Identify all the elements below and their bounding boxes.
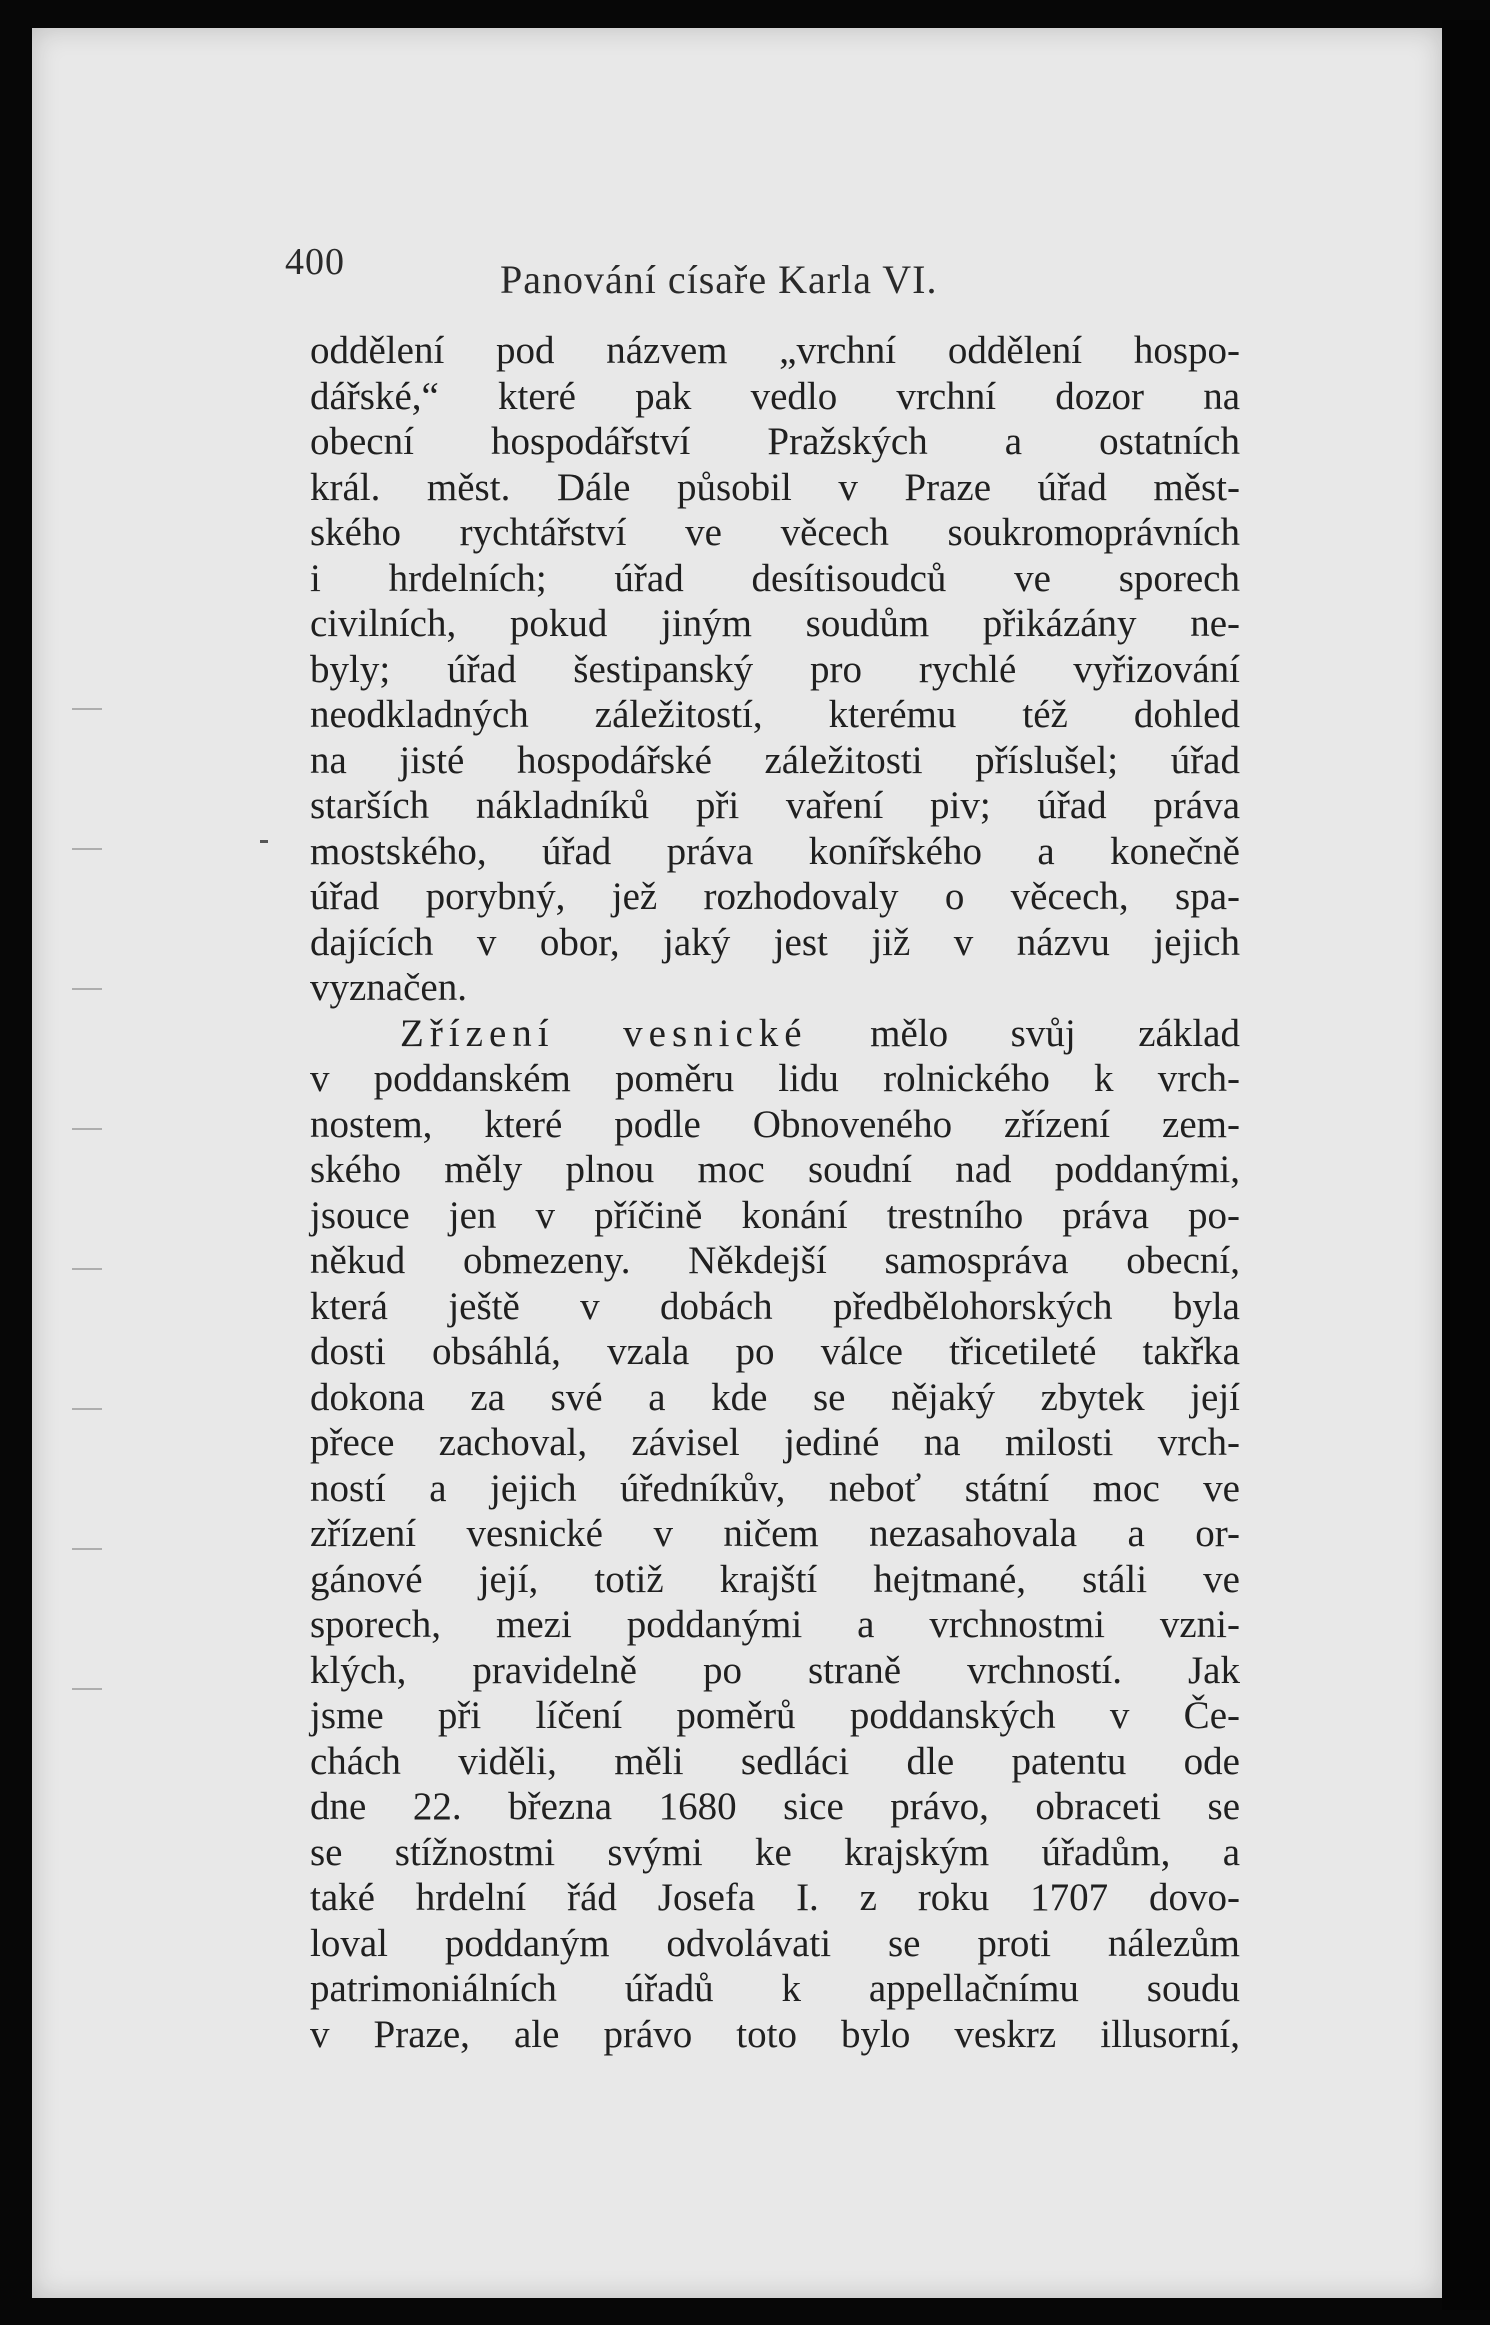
text-line: se stížnostmi svými ke krajským úřadům, a — [310, 1830, 1240, 1874]
text-line: civilních, pokud jiným soudům přikázány ne- — [310, 602, 1240, 645]
text-line: i hrdelních; úřad desítisoudců ve sporech — [310, 556, 1240, 600]
text-line: také hrdelní řád Josefa I. z roku 1707 dovo- — [310, 1876, 1240, 1919]
text-line: dosti obsáhlá, vzala po válce třicetileté takřka — [310, 1330, 1240, 1373]
paragraph-2-first-line — [310, 1011, 1240, 1057]
text-line: chách viděli, měli sedláci dle patentu ode — [310, 1739, 1240, 1783]
text-line: loval poddaným odvolávati se proti nálezům — [310, 1921, 1240, 1965]
text-line: obecní hospodářství Pražských a ostatních — [310, 420, 1240, 463]
text-line: jsme při líčení poměrů poddanských v Če- — [310, 1694, 1240, 1737]
text-line: která ještě v dobách předbělohorských byla — [310, 1284, 1240, 1328]
text-line: dajících v obor, jaký jest již v názvu jejich — [310, 920, 1240, 964]
text-line: jsouce jen v příčině konání trestního práva po- — [310, 1193, 1240, 1237]
text-line: neodkladných záležitostí, kterému též dohled — [310, 693, 1240, 736]
page-number: 400 — [285, 241, 345, 283]
margin-mark — [260, 840, 268, 843]
section-term: Zřízení vesnické — [400, 1011, 808, 1055]
text-line: ského měly plnou moc soudní nad poddanými, — [310, 1148, 1240, 1191]
text-line: starších nákladníků při vaření piv; úřad práva — [310, 784, 1240, 827]
text-line: ského rychtářství ve věcech soukromoprávních — [310, 511, 1240, 554]
page-header — [285, 240, 1145, 300]
text-line: dne 22. března 1680 sice právo, obraceti se — [310, 1785, 1240, 1828]
text-line: patrimoniálních úřadů k appellačnímu soudu — [310, 1967, 1240, 2010]
text-line: přece zachoval, závisel jediné na milosti vrch- — [310, 1421, 1240, 1464]
text-line: na jisté hospodářské záležitosti příslušel; úřad — [310, 738, 1240, 782]
text-line: byly; úřad šestipanský pro rychlé vyřizování — [310, 647, 1240, 691]
text-line: sporech, mezi poddanými a vrchnostmi vzni- — [310, 1603, 1240, 1646]
text-line: úřad porybný, jež rozhodovaly o věcech, spa- — [310, 875, 1240, 918]
text-line: gánové její, totiž krajští hejtmané, stáli ve — [310, 1557, 1240, 1601]
scan-right-edge — [1442, 20, 1490, 2310]
text-line: oddělení pod názvem „vrchní oddělení hospo- — [310, 329, 1240, 372]
paragraph-2-first-rest: mělo svůj základ — [870, 1011, 1240, 1055]
text-line: zřízení vesnické v ničem nezasahovala a or- — [310, 1512, 1240, 1555]
text-line: klých, pravidelně po straně vrchností. Jak — [310, 1648, 1240, 1692]
text-line: král. měst. Dále působil v Praze úřad měst- — [310, 465, 1240, 509]
text-line: ností a jejich úředníkův, neboť státní moc ve — [310, 1466, 1240, 1510]
text-line: vyznačen. — [310, 966, 467, 1009]
text-line: dářské,“ které pak vedlo vrchní dozor na — [310, 374, 1240, 418]
text-line: v poddanském poměru lidu rolnického k vrch- — [310, 1057, 1240, 1100]
text-line: nostem, které podle Obnoveného zřízení zem- — [310, 1102, 1240, 1146]
text-line: někud obmezeny. Někdejší samospráva obecní, — [310, 1239, 1240, 1282]
running-title: Panování císaře Karla VI. — [500, 257, 938, 302]
text-line: mostského, úřad práva konířského a konečně — [310, 829, 1240, 873]
text-line: dokona za své a kde se nějaký zbytek její — [310, 1375, 1240, 1419]
body-text — [310, 328, 1240, 2057]
page-specks — [72, 628, 102, 1828]
text-line: v Praze, ale právo toto bylo veskrz illusorní, — [310, 2012, 1240, 2056]
